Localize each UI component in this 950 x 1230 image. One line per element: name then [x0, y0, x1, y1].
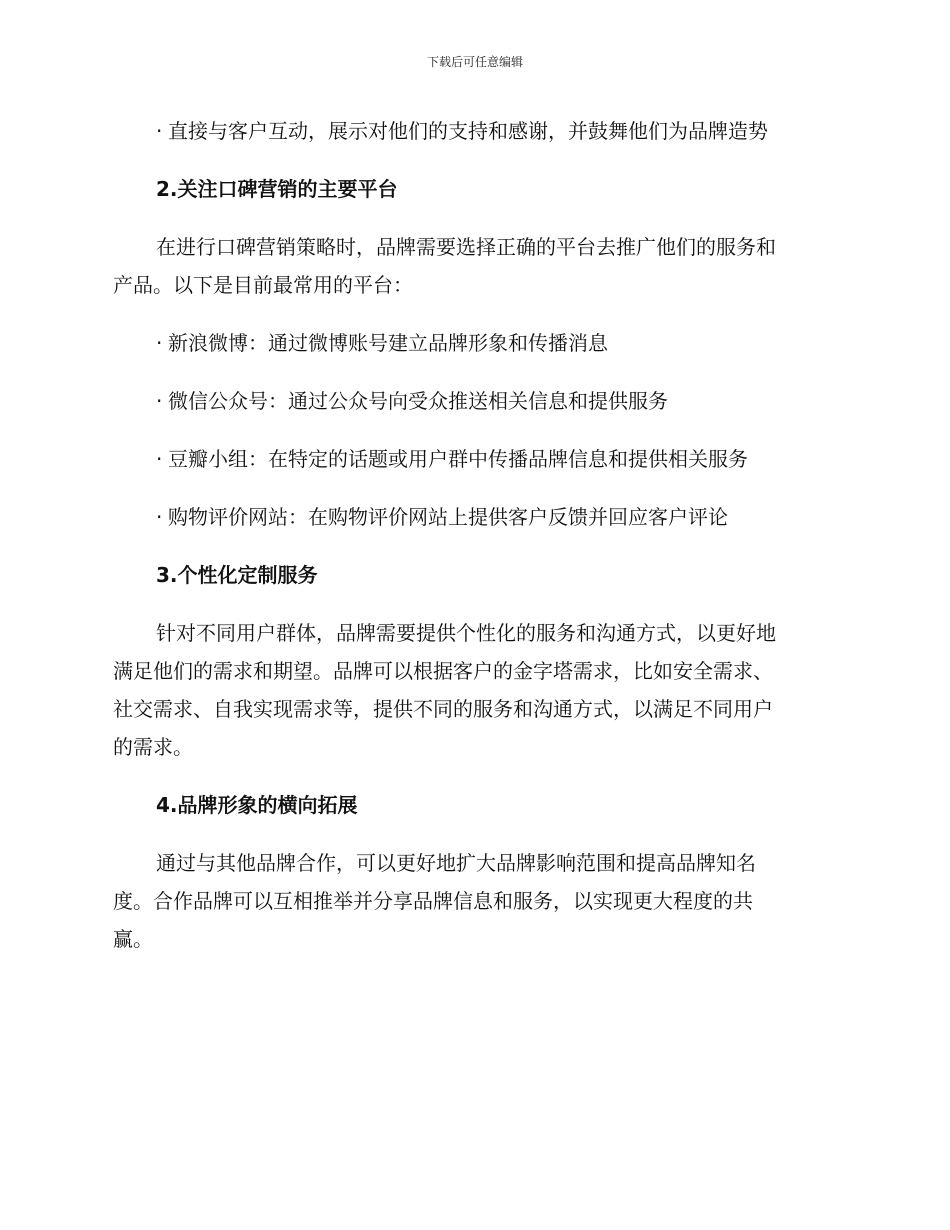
bullet-dot: · — [156, 389, 163, 413]
bullet-text: 新浪微博：通过微博账号建立品牌形象和传播消息 — [168, 331, 608, 355]
paragraph-line: 产品。以下是目前最常用的平台： — [113, 273, 413, 297]
document-body — [113, 112, 833, 978]
bullet-dot: · — [156, 505, 163, 529]
section-heading-3: 3.个性化定制服务 — [156, 563, 318, 587]
bullet-dot: · — [156, 447, 163, 471]
paragraph-line: 在进行口碑营销策略时，品牌需要选择正确的平台去推广他们的服务和 — [156, 235, 776, 259]
bullet-item-review-sites — [113, 498, 833, 536]
paragraph-line: 满足他们的需求和期望。品牌可以根据客户的金字塔需求，比如安全需求、 — [113, 659, 773, 683]
bullet-text: 购物评价网站：在购物评价网站上提供客户反馈并回应客户评论 — [168, 505, 728, 529]
paragraph-line: 度。合作品牌可以互相推举并分享品牌信息和服务，以实现更大程度的共 — [113, 889, 753, 913]
bullet-item-douban — [113, 440, 833, 478]
section-heading-2: 2.关注口碑营销的主要平台 — [156, 177, 398, 201]
paragraph-line: 社交需求、自我实现需求等，提供不同的服务和沟通方式，以满足不同用户 — [113, 697, 773, 721]
paragraph-line: 针对不同用户群体，品牌需要提供个性化的服务和沟通方式，以更好地 — [156, 621, 776, 645]
bullet-text: 微信公众号：通过公众号向受众推送相关信息和提供服务 — [168, 389, 668, 413]
bullet-text: 豆瓣小组：在特定的话题或用户群中传播品牌信息和提供相关服务 — [168, 447, 748, 471]
paragraph-line: 的需求。 — [113, 735, 193, 759]
bullet-item-weibo — [113, 324, 833, 362]
section-heading-4: 4.品牌形象的横向拓展 — [156, 793, 358, 817]
paragraph-personalization — [113, 614, 833, 766]
paragraph-platforms — [113, 228, 833, 304]
bullet-item-wechat — [113, 382, 833, 420]
bullet-text: 直接与客户互动，展示对他们的支持和感谢，并鼓舞他们为品牌造势 — [168, 119, 768, 143]
bullet-item-promote — [113, 112, 833, 150]
paragraph-line: 通过与其他品牌合作，可以更好地扩大品牌影响范围和提高品牌知名 — [156, 851, 756, 875]
bullet-dot: · — [156, 119, 163, 143]
paragraph-line: 赢。 — [113, 927, 153, 951]
bullet-dot: · — [156, 331, 163, 355]
page-header: 下载后可任意编辑 — [426, 55, 523, 69]
paragraph-cobranding — [113, 844, 833, 958]
